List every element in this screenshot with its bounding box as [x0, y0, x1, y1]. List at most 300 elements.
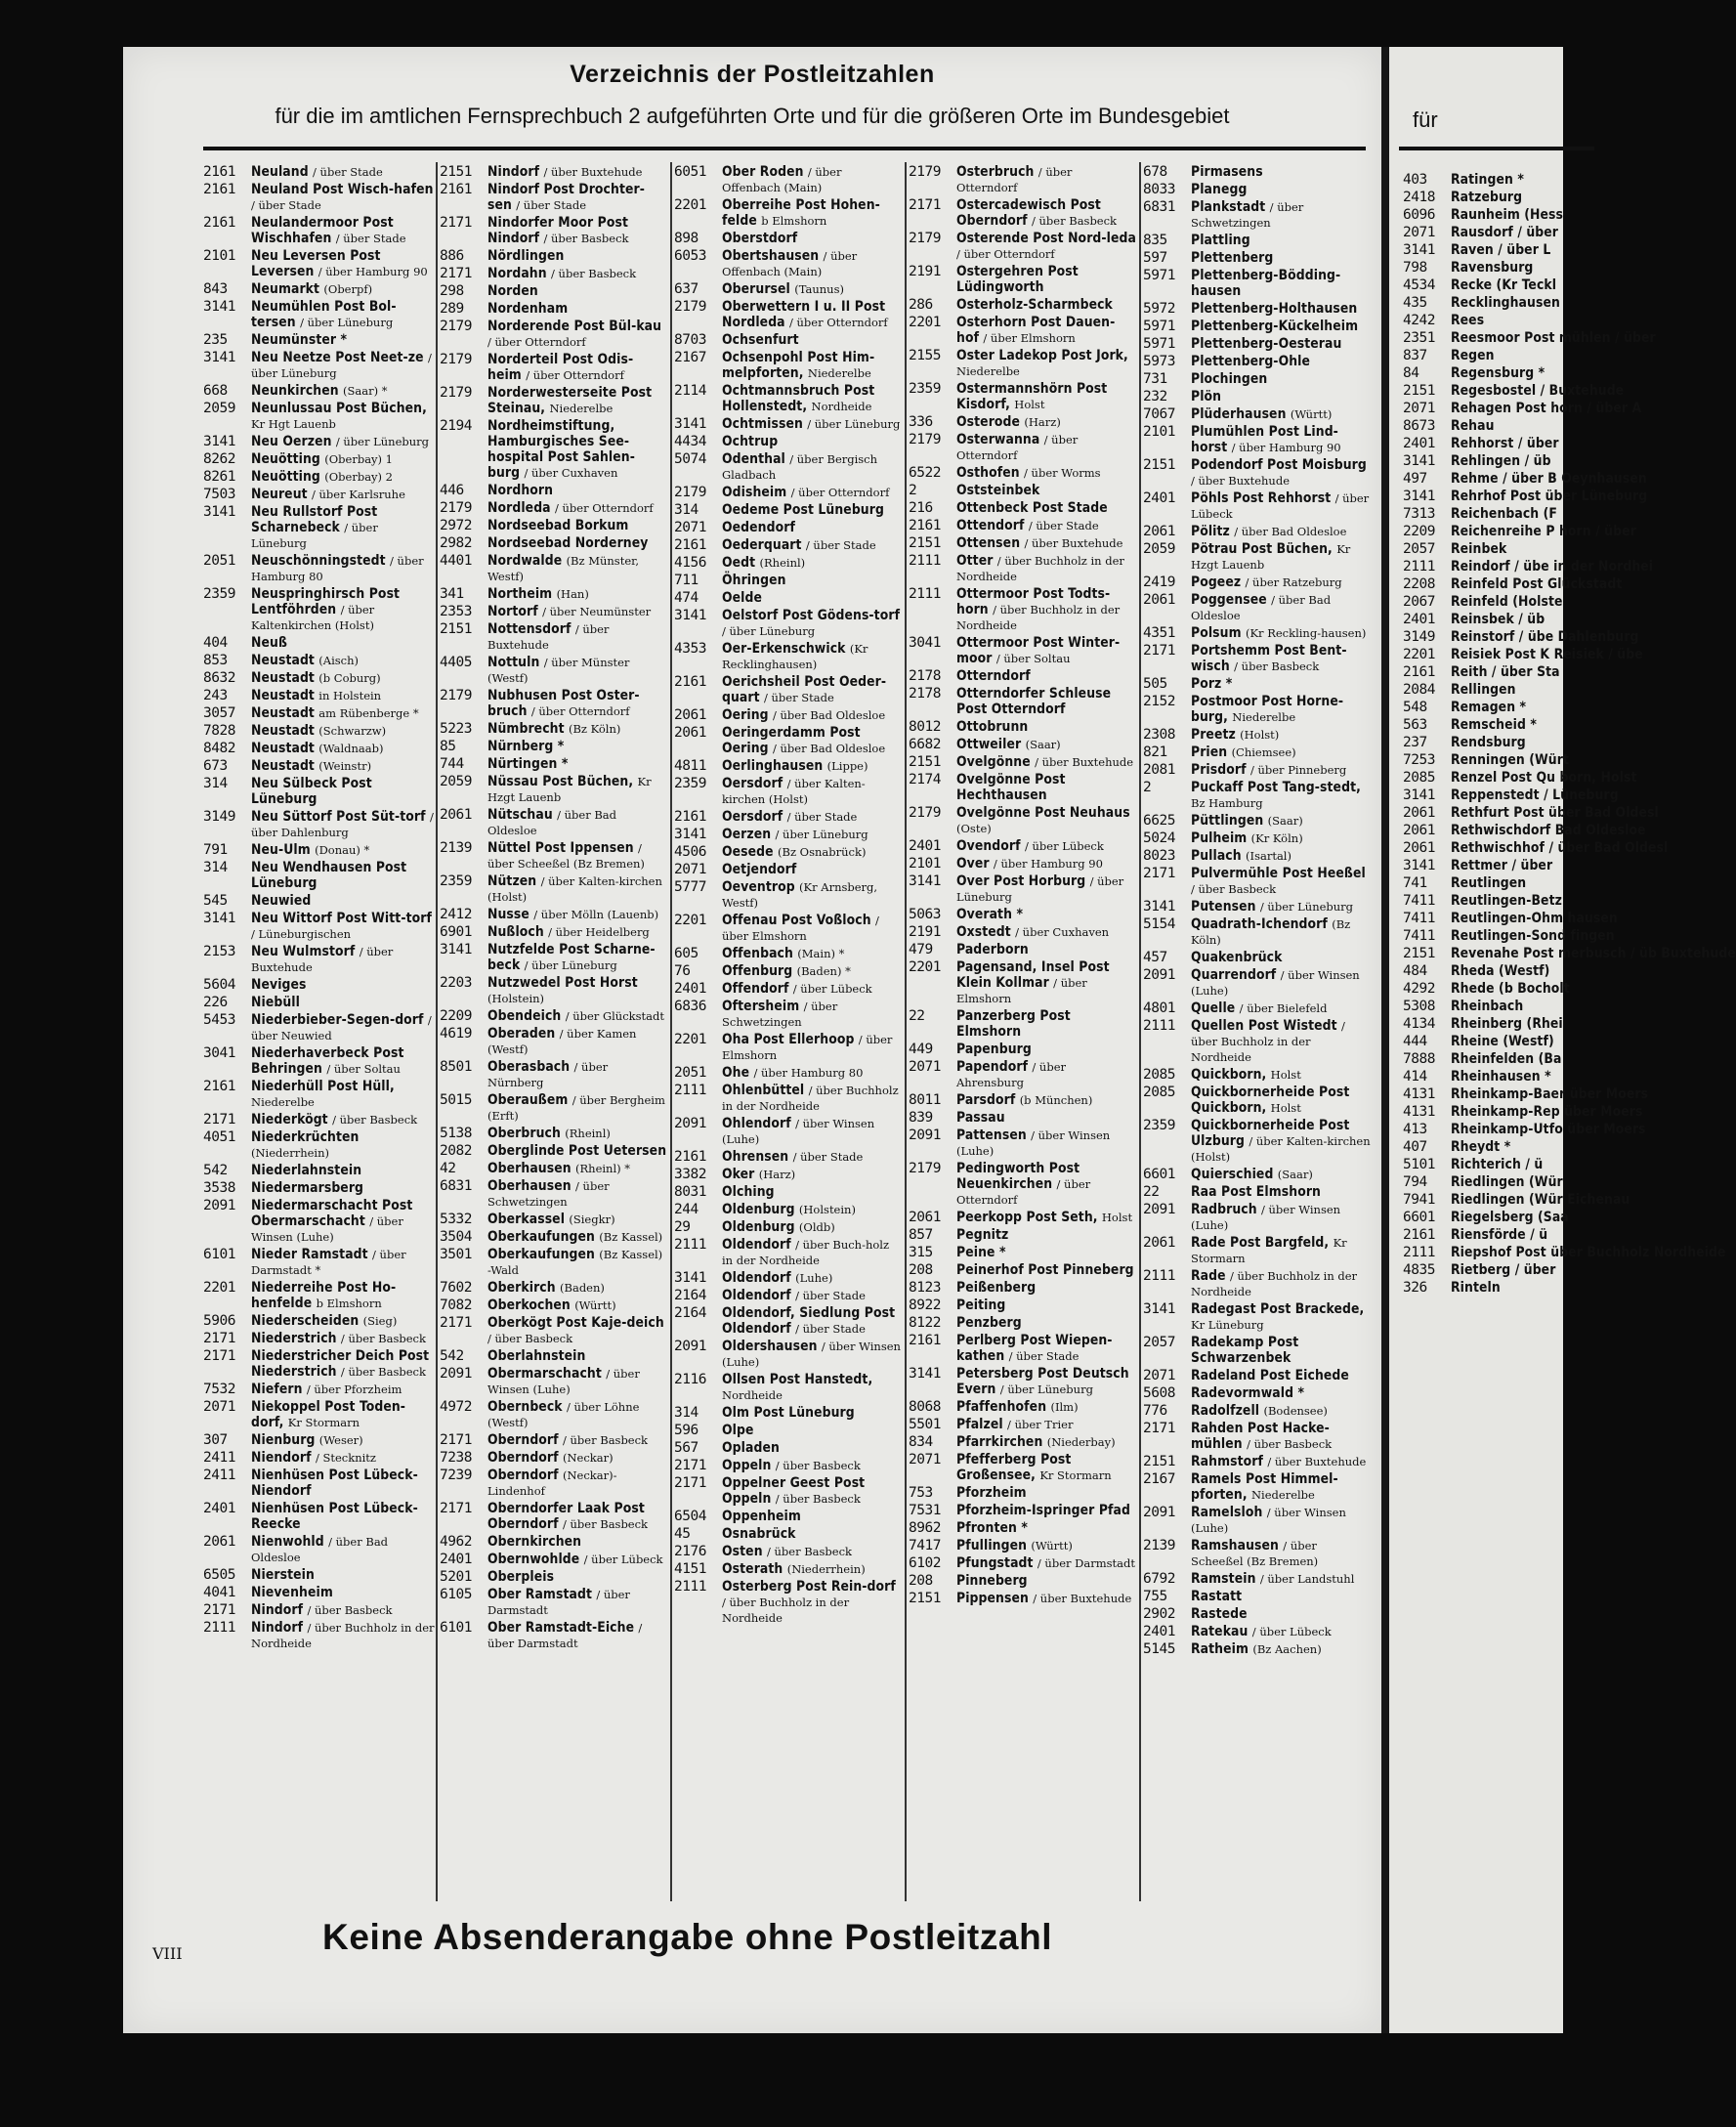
entry-text	[1191, 1571, 1373, 1587]
directory-entry	[440, 1297, 667, 1313]
place-detail: / über Stade	[795, 1289, 866, 1302]
postal-code: 6682	[909, 737, 941, 752]
place-detail: (Neckar)	[562, 1451, 614, 1465]
directory-entry	[674, 1065, 902, 1081]
postal-code: 2401	[674, 981, 706, 997]
place-detail: (Harz)	[1024, 415, 1061, 429]
place-name: Oberpleis	[487, 1569, 555, 1585]
directory-entry	[909, 856, 1136, 872]
directory-entry	[1143, 1018, 1373, 1065]
place-name: Oberlahnstein	[487, 1348, 586, 1364]
place-name: Oeventrop	[722, 879, 795, 895]
postal-code: 2401	[440, 1552, 472, 1567]
entry-text	[956, 1227, 1136, 1243]
place-name: Oerzen	[722, 827, 772, 842]
place-detail: (Oberbay) 2	[324, 470, 394, 484]
directory-entry	[674, 1440, 902, 1456]
postal-code: 2152	[1143, 694, 1175, 709]
postal-code: 2111	[203, 1620, 235, 1636]
place-detail: / über Lübeck	[583, 1553, 663, 1566]
postal-code: 289	[440, 301, 464, 317]
entry-text	[956, 873, 1136, 905]
place-name: Rheinkamp-Rep über Moers	[1451, 1104, 1643, 1120]
postal-code: 6625	[1143, 813, 1175, 829]
directory-entry	[674, 674, 902, 705]
place-name: Niederbieber-Segen-dorf	[251, 1012, 424, 1028]
postal-code: 2151	[909, 1591, 941, 1606]
place-name: Osthofen	[956, 465, 1020, 481]
directory-entry	[674, 1270, 902, 1286]
directory-entry	[1403, 453, 1736, 469]
directory-entry	[1403, 928, 1736, 944]
directory-entry	[203, 1045, 435, 1077]
postal-code: 6102	[909, 1555, 941, 1571]
place-name: Neu Neetze Post Neet-ze	[251, 350, 424, 365]
place-detail: / über Basbeck	[766, 1545, 853, 1558]
entry-text	[722, 1544, 902, 1559]
place-detail: (Baden)	[560, 1281, 605, 1295]
postal-code: 2171	[203, 1348, 235, 1364]
place-name: Neustadt	[251, 741, 315, 756]
place-name: Niederreihe Post Ho-henfelde	[251, 1280, 397, 1311]
directory-entry	[440, 1059, 667, 1090]
postal-code: 2171	[440, 1315, 472, 1331]
entry-text	[251, 1331, 435, 1346]
entry-text	[251, 741, 435, 756]
place-name: Niederkögt	[251, 1112, 328, 1127]
place-name: Nienwohld	[251, 1534, 324, 1550]
postal-code: 4972	[440, 1399, 472, 1415]
place-detail: Niederelbe	[807, 366, 871, 380]
entry-text	[251, 1045, 435, 1077]
place-name: Otterndorfer Schleuse Post Otterndorf	[956, 686, 1112, 717]
place-name: Penzberg	[956, 1315, 1022, 1331]
entry-text	[487, 518, 667, 533]
entry-text	[251, 1534, 435, 1565]
directory-entry	[674, 1219, 902, 1235]
directory-entry	[1143, 1268, 1373, 1299]
directory-entry	[440, 721, 667, 737]
place-name: Oppelner Geest Post Oppeln	[722, 1475, 866, 1507]
place-name: Osterode	[956, 414, 1021, 430]
place-name: Olm Post Lüneburg	[722, 1405, 855, 1421]
postal-code: 3041	[203, 1045, 235, 1061]
directory-entry	[1403, 401, 1736, 416]
directory-entry	[203, 504, 435, 551]
directory-entry	[674, 725, 902, 756]
place-name: Oering	[722, 707, 769, 723]
place-detail: / über Schwetzingen	[1191, 200, 1304, 230]
column-divider	[436, 162, 438, 1901]
postal-code: 5074	[674, 451, 706, 467]
directory-entry	[909, 1366, 1136, 1397]
entry-text	[251, 553, 435, 584]
postal-code: 2061	[1143, 1235, 1175, 1251]
directory-entry	[440, 1143, 667, 1159]
entry-text	[956, 483, 1136, 498]
directory-entry	[203, 215, 435, 246]
postal-code: 3141	[1403, 489, 1435, 504]
place-name: Plettenberg-Ohle	[1191, 354, 1311, 369]
place-name: Pforzheim-Ispringer Pfad	[956, 1503, 1130, 1518]
postal-code: 2091	[440, 1366, 472, 1382]
entry-text	[956, 772, 1136, 803]
entry-text	[487, 1229, 667, 1245]
postal-code: 3141	[203, 911, 235, 926]
directory-entry	[909, 1059, 1136, 1090]
directory-entry	[1143, 524, 1373, 539]
directory-entry	[909, 483, 1136, 498]
postal-code: 2114	[674, 383, 706, 399]
directory-entry	[440, 483, 667, 498]
entry-text	[251, 893, 435, 909]
postal-code: 2359	[203, 586, 235, 602]
entry-text	[251, 487, 435, 502]
directory-entry	[1143, 643, 1373, 674]
directory-entry	[1403, 576, 1736, 592]
directory-entry	[674, 1339, 902, 1370]
directory-entry	[440, 215, 667, 246]
place-name: Pforzheim	[956, 1485, 1027, 1501]
place-name: Odenthal	[722, 451, 785, 467]
place-name: Oberkochen	[487, 1297, 571, 1313]
postal-code: 6792	[1143, 1571, 1175, 1587]
postal-code: 596	[674, 1423, 699, 1438]
postal-code: 2059	[203, 401, 235, 416]
place-detail: (Saar)	[1267, 814, 1303, 828]
directory-entry	[440, 739, 667, 754]
entry-text	[251, 1620, 435, 1651]
entry-text	[1191, 524, 1373, 539]
place-name: Otter	[956, 553, 994, 569]
directory-entry	[909, 719, 1136, 735]
entry-text	[487, 1315, 667, 1346]
directory-entry	[674, 1237, 902, 1268]
page-gutter	[1381, 47, 1389, 2033]
postal-code: 2982	[440, 535, 472, 551]
place-detail: / über Basbeck	[1234, 659, 1320, 673]
place-name: Ramstein	[1191, 1571, 1256, 1587]
place-name: Regensburg *	[1451, 365, 1545, 381]
entry-text	[487, 1178, 667, 1210]
entry-text	[1191, 1368, 1373, 1383]
place-name: Nordseebad Norderney	[487, 535, 649, 551]
entry-text	[722, 1184, 902, 1200]
place-detail: (Niederrhein)	[251, 1146, 329, 1160]
place-detail: Kr Hgt Lauenb	[251, 417, 336, 431]
postal-code: 314	[203, 860, 228, 875]
postal-code: 2179	[440, 500, 472, 516]
directory-entry	[674, 862, 902, 877]
place-name: Pedingworth Post Neuenkirchen	[956, 1161, 1080, 1192]
entry-text	[487, 873, 667, 905]
postal-code: 2171	[1143, 643, 1175, 659]
place-name: Pippensen	[956, 1591, 1029, 1606]
place-detail: / über Basbeck	[1247, 1437, 1333, 1451]
directory-entry	[674, 416, 902, 432]
entry-text	[956, 959, 1136, 1006]
entry-text	[251, 215, 435, 246]
place-name: Niebüll	[251, 995, 300, 1010]
postal-code: 4156	[674, 555, 706, 571]
entry-text	[487, 164, 667, 180]
place-name: Oberndorf	[487, 1450, 559, 1466]
postal-code: 42	[440, 1161, 456, 1176]
postal-code: 226	[203, 995, 228, 1010]
directory-entry	[1143, 1085, 1373, 1116]
place-detail: / über Buchholz in der Nordheide	[722, 1595, 850, 1625]
directory-entry	[1143, 406, 1373, 422]
directory-entry	[909, 1297, 1136, 1313]
directory-entry	[203, 995, 435, 1010]
place-name: Rethwischdorf Bad Oldesloe	[1451, 823, 1646, 838]
directory-entry	[674, 1202, 902, 1217]
postal-code: 711	[674, 573, 699, 588]
place-name: Regen	[1451, 348, 1495, 363]
directory-entry	[1403, 1069, 1736, 1085]
directory-entry	[203, 723, 435, 739]
directory-entry	[674, 248, 902, 279]
directory-entry	[440, 774, 667, 805]
directory-entry	[1403, 805, 1736, 821]
postal-code: 4351	[1143, 625, 1175, 641]
entry-text	[487, 283, 667, 299]
postal-code: 2179	[909, 231, 941, 246]
directory-entry	[203, 586, 435, 633]
entry-text	[722, 1270, 902, 1286]
directory-entry	[674, 502, 902, 518]
entry-text	[251, 1112, 435, 1127]
place-detail: (Württ)	[1290, 407, 1333, 421]
directory-entry	[203, 1501, 435, 1532]
postal-code: 2201	[674, 197, 706, 213]
directory-entry	[203, 635, 435, 651]
entry-text	[1191, 916, 1373, 948]
place-detail: / über Mölln (Lauenb)	[533, 908, 659, 921]
entry-text	[956, 838, 1136, 854]
place-name: Osterwanna	[956, 432, 1040, 447]
postal-code: 3141	[1403, 242, 1435, 258]
directory-entry	[1403, 489, 1736, 504]
place-name: Olpe	[722, 1423, 754, 1438]
entry-text	[1191, 1385, 1373, 1401]
place-detail: / über Stade	[1008, 1349, 1080, 1363]
place-detail: / über Buxtehude	[1191, 474, 1291, 488]
directory-entry	[1403, 911, 1736, 926]
postal-code: 673	[203, 758, 228, 774]
postal-code: 2139	[440, 840, 472, 856]
postal-code: 2057	[1143, 1335, 1175, 1350]
postal-code: 2111	[674, 1579, 706, 1595]
directory-entry	[1143, 250, 1373, 266]
postal-code: 2179	[440, 385, 472, 401]
entry-text	[487, 721, 667, 737]
directory-entry	[440, 621, 667, 653]
entry-text	[722, 1372, 902, 1403]
directory-entry	[1143, 1385, 1373, 1401]
entry-text	[487, 1026, 667, 1057]
place-detail: (Saar)	[1277, 1168, 1313, 1181]
entry-text	[1191, 592, 1373, 623]
entry-text	[1191, 1641, 1373, 1657]
place-detail: (Oberbay) 1	[324, 452, 394, 466]
directory-entry	[203, 977, 435, 993]
place-detail: / über Basbeck	[775, 1492, 861, 1506]
place-name: Nordhorn	[487, 483, 554, 498]
directory-entry	[1403, 207, 1736, 223]
entry-text	[956, 1452, 1136, 1483]
postal-code: 3141	[440, 942, 472, 957]
directory-entry	[1143, 727, 1373, 743]
directory-entry	[440, 586, 667, 602]
postal-code: 2061	[674, 725, 706, 741]
place-name: Radegast Post Brackede,	[1191, 1301, 1365, 1317]
directory-entry	[909, 500, 1136, 516]
directory-entry	[1143, 199, 1373, 231]
entry-text	[956, 535, 1136, 551]
place-detail: (Harz)	[758, 1168, 796, 1181]
place-name: Parsdorf	[956, 1092, 1016, 1108]
directory-entry	[440, 500, 667, 516]
place-name: Oberkirch	[487, 1280, 556, 1296]
directory-entry	[674, 485, 902, 500]
place-name: Plochingen	[1191, 371, 1268, 387]
place-name: Nordseebad Borkum	[487, 518, 629, 533]
entry-text	[956, 668, 1136, 684]
directory-entry	[1403, 1192, 1736, 1208]
postal-code: 2151	[440, 621, 472, 637]
directory-entry	[1143, 371, 1373, 387]
entry-text	[251, 688, 435, 703]
place-detail: / über Kalten-kirchen (Holst)	[722, 777, 866, 806]
place-name: Offenau Post Voßloch	[722, 913, 871, 928]
postal-code: 2191	[909, 924, 941, 940]
directory-entry	[674, 451, 902, 483]
place-name: Pagensand, Insel Post Klein Kollmar	[956, 959, 1110, 991]
directory-entry	[909, 381, 1136, 412]
postal-code: 8262	[203, 451, 235, 467]
page-title: Verzeichnis der Postleitzahlen	[570, 61, 935, 88]
place-name: Quierschied	[1191, 1167, 1274, 1182]
postal-code: 2171	[203, 1602, 235, 1618]
postal-code: 307	[203, 1432, 228, 1448]
entry-text	[722, 197, 902, 229]
postal-code: 2081	[1143, 762, 1175, 778]
postal-code: 2179	[440, 319, 472, 334]
place-name: Riegelsberg (Saa	[1451, 1210, 1569, 1225]
place-detail: (Rheinl) *	[575, 1162, 631, 1175]
entry-text	[1191, 319, 1373, 334]
entry-text	[251, 944, 435, 975]
place-detail: / über Darmstadt	[487, 1588, 630, 1617]
entry-text	[1191, 1403, 1373, 1419]
place-name: Ottendorf	[956, 518, 1025, 533]
place-name: Oberkaufungen	[487, 1247, 595, 1262]
place-name: Reinfeld Post Glückstadt	[1451, 576, 1623, 592]
directory-entry	[1143, 694, 1373, 725]
postal-code: 298	[440, 283, 464, 299]
place-name: Rheydt *	[1451, 1139, 1511, 1155]
entry-text	[487, 1366, 667, 1397]
place-detail: / über Elmshorn	[956, 976, 1087, 1005]
place-name: Renningen (Würt	[1451, 752, 1569, 768]
entry-text	[251, 281, 435, 297]
postal-code: 208	[909, 1573, 933, 1589]
postal-code: 2067	[1403, 594, 1435, 610]
postal-code: 2151	[1403, 946, 1435, 961]
place-detail: / über Basbeck	[551, 267, 637, 280]
place-name: Raa Post Elmshorn	[1191, 1184, 1321, 1200]
postal-code: 341	[440, 586, 464, 602]
place-name: Oelde	[722, 590, 763, 606]
place-name: Oldenburg	[722, 1202, 795, 1217]
place-name: Oberasbach	[487, 1059, 571, 1075]
directory-entry	[203, 487, 435, 502]
entry-text	[1191, 1085, 1373, 1116]
place-name: Ovelgönne	[956, 754, 1031, 770]
place-name: Oberkaufungen	[487, 1229, 595, 1245]
place-name: Niedermarsberg	[251, 1180, 364, 1196]
postal-code: 2071	[203, 1399, 235, 1415]
place-name: Over Post Horburg	[956, 873, 1086, 889]
place-detail: / über Otterndorf	[530, 704, 630, 718]
header-rule	[203, 147, 1366, 150]
place-name: Oldershausen	[722, 1339, 818, 1354]
entry-text	[722, 1339, 902, 1370]
postal-code: 208	[909, 1262, 933, 1278]
postal-code: 3141	[909, 873, 941, 889]
entry-text	[1191, 1301, 1373, 1333]
entry-text	[956, 381, 1136, 412]
place-name: Ostergehren Post Lüdingworth	[956, 264, 1079, 295]
directory-entry	[909, 1417, 1136, 1432]
entry-text	[956, 1555, 1136, 1571]
postal-code: 3141	[674, 827, 706, 842]
directory-entry	[674, 231, 902, 246]
directory-entry	[674, 608, 902, 639]
place-name: Neureut	[251, 487, 308, 502]
directory-entry	[1143, 1571, 1373, 1587]
entry-text	[251, 182, 435, 213]
place-name: Oberndorf	[487, 1432, 559, 1448]
place-detail: / über Stade	[805, 538, 876, 552]
directory-entry	[909, 1042, 1136, 1057]
place-name: Peerkopp Post Seth,	[956, 1210, 1098, 1225]
entry-text	[251, 809, 435, 840]
postal-code: 4131	[1403, 1104, 1435, 1120]
postal-code: 5308	[1403, 999, 1435, 1014]
place-name: Quellen Post Wistedt	[1191, 1018, 1337, 1034]
directory-entry	[1403, 1139, 1736, 1155]
place-name: Öhringen	[722, 573, 786, 588]
directory-entry	[909, 414, 1136, 430]
entry-text	[956, 1520, 1136, 1536]
place-name: Nüssau Post Büchen,	[487, 774, 634, 789]
place-name: Pfalzel	[956, 1417, 1003, 1432]
place-name: Peißenberg	[956, 1280, 1037, 1296]
place-name: Oersdorf	[722, 776, 783, 791]
place-detail: (Bz Kassel)	[599, 1230, 663, 1244]
page-subtitle: für die im amtlichen Fernsprechbuch 2 aufgeführten Orte und für die größeren Orte im Bundesgebiet	[275, 104, 1230, 128]
postal-code: 4041	[203, 1585, 235, 1600]
footer-slogan: Keine Absenderangabe ohne Postleitzahl	[322, 1917, 1053, 1957]
postal-code: 4353	[674, 641, 706, 657]
postal-code: 5201	[440, 1569, 472, 1585]
entry-text	[722, 1305, 902, 1337]
place-detail: / über Basbeck	[332, 1113, 418, 1127]
postal-code: 2176	[674, 1544, 706, 1559]
place-detail: / über Buxtehude	[251, 945, 394, 974]
